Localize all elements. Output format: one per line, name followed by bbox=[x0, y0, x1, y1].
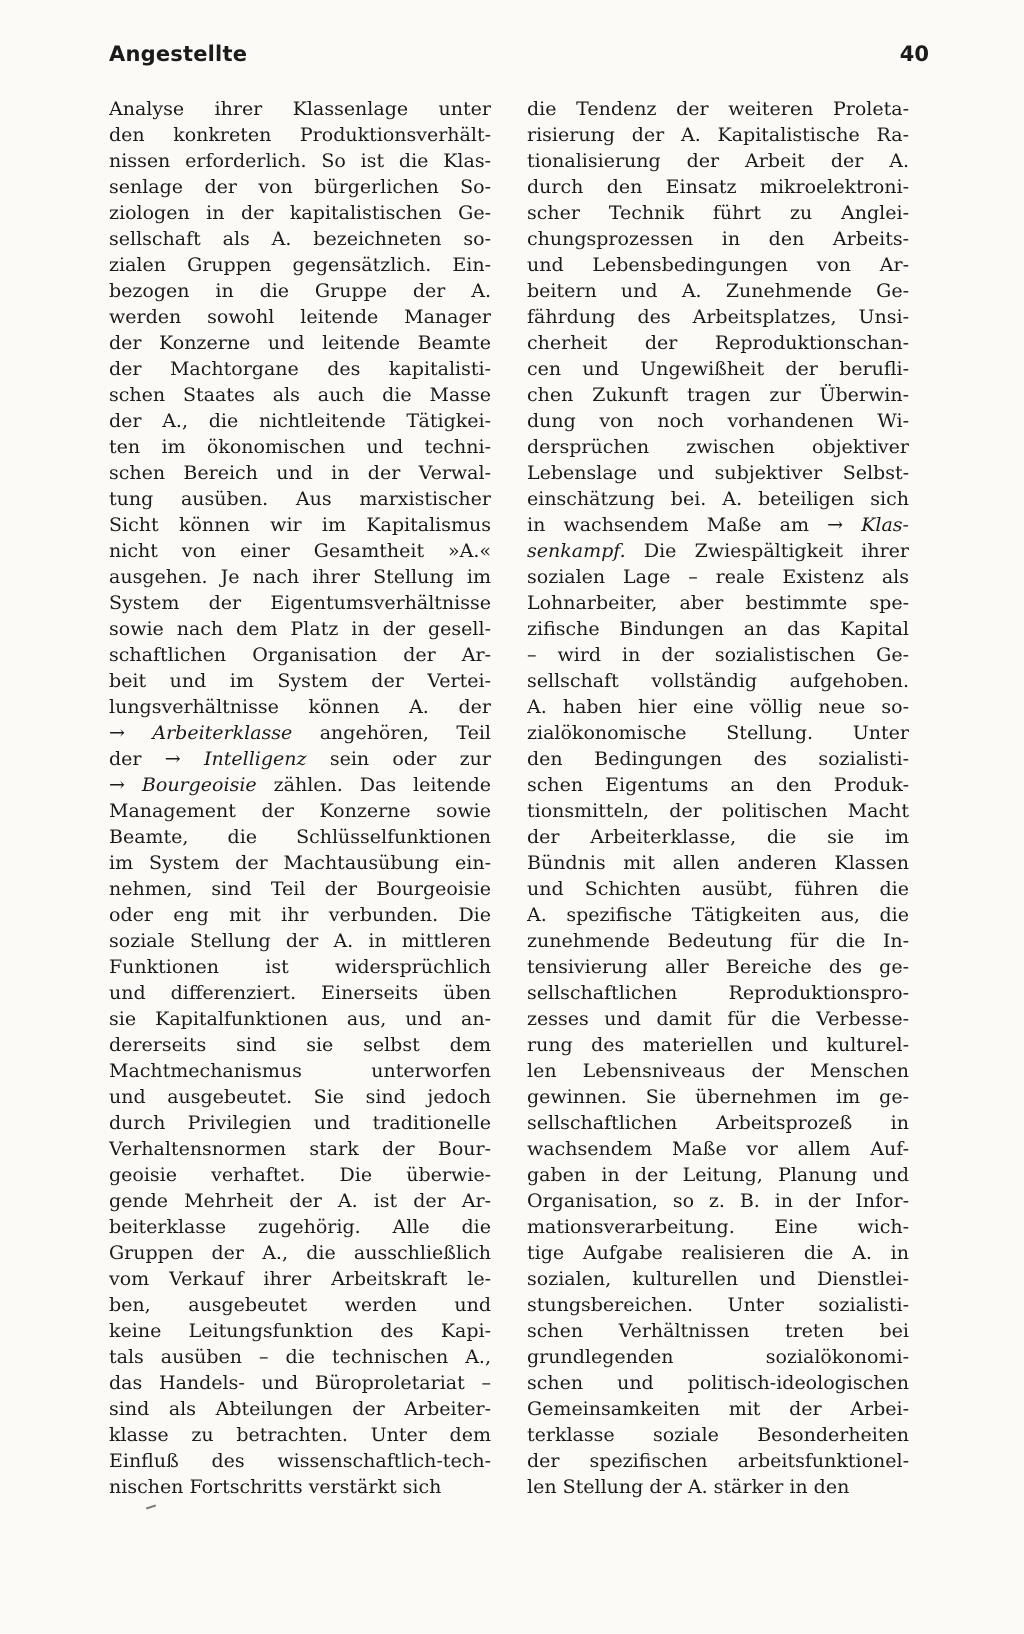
text-line: Machtmechanismus unterworfen bbox=[109, 1060, 491, 1082]
arrow-icon: → bbox=[109, 774, 125, 796]
text-line: der A., die nichtleitende Tätigkei- bbox=[109, 410, 491, 432]
text-line: keine Leitungsfunktion des Kapi- bbox=[109, 1320, 491, 1342]
text-line: Funktionen ist widersprüchlich bbox=[109, 956, 491, 978]
text-line: schen Staates als auch die Masse bbox=[109, 384, 491, 406]
cross-reference-context: Die Zwiespältigkeit ihrer bbox=[643, 540, 909, 562]
text-line: dererseits sind sie selbst dem bbox=[109, 1034, 491, 1056]
text-line: den Bedingungen des sozialisti- bbox=[527, 748, 909, 770]
left-column bbox=[109, 96, 491, 1500]
scan-mark bbox=[146, 1505, 156, 1510]
text-line: vom Verkauf ihrer Arbeitskraft le- bbox=[109, 1268, 491, 1290]
text-line: zialen Gruppen gegensätzlich. Ein- bbox=[109, 254, 491, 276]
cross-reference-context: sein oder zur bbox=[329, 748, 491, 770]
cross-reference-arbeiterklasse[interactable]: Arbeiterklasse bbox=[152, 722, 293, 744]
text-line: dung von noch vorhandenen Wi- bbox=[527, 410, 909, 432]
text-line: grundlegenden sozialökonomi- bbox=[527, 1346, 909, 1368]
cross-reference-context: angehören, Teil bbox=[319, 722, 491, 744]
cross-reference-intelligenz[interactable]: Intelligenz bbox=[204, 748, 307, 770]
text-line: Einfluß des wissenschaftlich-tech- bbox=[109, 1450, 491, 1472]
text-line: nehmen, sind Teil der Bourgeoisie bbox=[109, 878, 491, 900]
cross-reference-klassenkampf[interactable]: Klas- bbox=[861, 514, 909, 536]
text-line: durch den Einsatz mikroelektroni- bbox=[527, 176, 909, 198]
cross-reference-line bbox=[527, 512, 909, 538]
cross-reference-line bbox=[109, 720, 491, 746]
text-line: – wird in der sozialistischen Ge- bbox=[527, 644, 909, 666]
arrow-icon: → bbox=[109, 722, 125, 744]
right-column bbox=[527, 96, 909, 1500]
cross-reference-prefix: in wachsendem Maße am bbox=[527, 514, 809, 536]
text-line: chungsprozessen in den Arbeits- bbox=[527, 228, 909, 250]
text-line: durch Privilegien und traditionelle bbox=[109, 1112, 491, 1134]
text-line: len Lebensniveaus der Menschen bbox=[527, 1060, 909, 1082]
text-line: Beamte, die Schlüsselfunktionen bbox=[109, 826, 491, 848]
text-line: sozialen Lage – reale Existenz als bbox=[527, 566, 909, 588]
text-line: rung des materiellen und kulturel- bbox=[527, 1034, 909, 1056]
text-line: stungsbereichen. Unter sozialisti- bbox=[527, 1294, 909, 1316]
right-column-text-start bbox=[527, 96, 909, 512]
text-line: beiterklasse zugehörig. Alle die bbox=[109, 1216, 491, 1238]
text-line: sellschaftlichen Reproduktionspro- bbox=[527, 982, 909, 1004]
text-line: gewinnen. Sie übernehmen im ge- bbox=[527, 1086, 909, 1108]
text-line: der spezifischen arbeitsfunktionel- bbox=[527, 1450, 909, 1472]
text-line: ben, ausgebeutet werden und bbox=[109, 1294, 491, 1316]
text-line: Bündnis mit allen anderen Klassen bbox=[527, 852, 909, 874]
text-line: beit und im System der Vertei- bbox=[109, 670, 491, 692]
text-line: nissen erforderlich. So ist die Klas- bbox=[109, 150, 491, 172]
text-line: sowie nach dem Platz in der gesell- bbox=[109, 618, 491, 640]
text-line: schen Bereich und in der Verwal- bbox=[109, 462, 491, 484]
text-line: klasse zu betrachten. Unter dem bbox=[109, 1424, 491, 1446]
cross-reference-line bbox=[109, 772, 491, 798]
text-line: A. haben hier eine völlig neue so- bbox=[527, 696, 909, 718]
text-line: Gemeinsamkeiten mit der Arbei- bbox=[527, 1398, 909, 1420]
text-line: den konkreten Produktionsverhält- bbox=[109, 124, 491, 146]
text-line: lungsverhältnisse können A. der bbox=[109, 696, 491, 718]
right-column-text-end bbox=[527, 564, 909, 1500]
text-line: bezogen in die Gruppe der A. bbox=[109, 280, 491, 302]
cross-reference-prefix: der bbox=[109, 748, 142, 770]
text-line: gende Mehrheit der A. ist der Ar- bbox=[109, 1190, 491, 1212]
text-line: schaftlichen Organisation der Ar- bbox=[109, 644, 491, 666]
text-line: A. spezifische Tätigkeiten aus, die bbox=[527, 904, 909, 926]
text-line: ten im ökonomischen und techni- bbox=[109, 436, 491, 458]
text-line: zifische Bindungen an das Kapital bbox=[527, 618, 909, 640]
text-line: fährdung des Arbeitsplatzes, Unsi- bbox=[527, 306, 909, 328]
text-line: tensivierung aller Bereiche des ge- bbox=[527, 956, 909, 978]
text-line: ausgehen. Je nach ihrer Stellung im bbox=[109, 566, 491, 588]
text-line: tige Aufgabe realisieren die A. in bbox=[527, 1242, 909, 1264]
text-line: Lohnarbeiter, aber bestimmte spe- bbox=[527, 592, 909, 614]
text-line: Analyse ihrer Klassenlage unter bbox=[109, 98, 491, 120]
text-line: chen Zukunft tragen zur Überwin- bbox=[527, 384, 909, 406]
text-line: sellschaftlichen Arbeitsprozeß in bbox=[527, 1112, 909, 1134]
text-line: das Handels- und Büroproletariat – bbox=[109, 1372, 491, 1394]
text-line: Organisation, so z. B. in der Infor- bbox=[527, 1190, 909, 1212]
text-line: Management der Konzerne sowie bbox=[109, 800, 491, 822]
page-number: 40 bbox=[899, 42, 929, 66]
cross-reference-context: zählen. Das leitende bbox=[273, 774, 491, 796]
text-line: nicht von einer Gesamtheit »A.« bbox=[109, 540, 491, 562]
text-line: sellschaft vollständig aufgehoben. bbox=[527, 670, 909, 692]
text-line: sozialen, kulturellen und Dienstlei- bbox=[527, 1268, 909, 1290]
arrow-icon: → bbox=[827, 514, 844, 536]
text-line: der Konzerne und leitende Beamte bbox=[109, 332, 491, 354]
text-line: Gruppen der A., die ausschließlich bbox=[109, 1242, 491, 1264]
text-line: und Lebensbedingungen von Ar- bbox=[527, 254, 909, 276]
text-line: beitern und A. Zunehmende Ge- bbox=[527, 280, 909, 302]
text-line: Verhaltensnormen stark der Bour- bbox=[109, 1138, 491, 1160]
text-line: sellschaft als A. bezeichneten so- bbox=[109, 228, 491, 250]
text-line: zunehmende Bedeutung für die In- bbox=[527, 930, 909, 952]
text-line: und differenziert. Einerseits üben bbox=[109, 982, 491, 1004]
text-line: Lebenslage und subjektiver Selbst- bbox=[527, 462, 909, 484]
text-line: cen und Ungewißheit der berufli- bbox=[527, 358, 909, 380]
left-column-text-start bbox=[109, 96, 491, 720]
text-line: wachsendem Maße vor allem Auf- bbox=[527, 1138, 909, 1160]
text-line: schen Verhältnissen treten bei bbox=[527, 1320, 909, 1342]
text-line: tung ausüben. Aus marxistischer bbox=[109, 488, 491, 510]
text-line: zialökonomische Stellung. Unter bbox=[527, 722, 909, 744]
text-line: mationsverarbeitung. Eine wich- bbox=[527, 1216, 909, 1238]
text-line: oder eng mit ihr verbunden. Die bbox=[109, 904, 491, 926]
text-line: einschätzung bei. A. beteiligen sich bbox=[527, 488, 909, 510]
text-line: scher Technik führt zu Anglei- bbox=[527, 202, 909, 224]
text-line: tionalisierung der Arbeit der A. bbox=[527, 150, 909, 172]
cross-reference-klassenkampf-continued[interactable]: senkampf. bbox=[527, 540, 626, 562]
text-line: der Arbeiterklasse, die sie im bbox=[527, 826, 909, 848]
text-line: geoisie verhaftet. Die überwie- bbox=[109, 1164, 491, 1186]
text-line: senlage der von bürgerlichen So- bbox=[109, 176, 491, 198]
text-line: soziale Stellung der A. in mittleren bbox=[109, 930, 491, 952]
text-line: len Stellung der A. stärker in den bbox=[527, 1476, 850, 1498]
text-line: dersprüchen zwischen objektiver bbox=[527, 436, 909, 458]
text-line: und Schichten ausübt, führen die bbox=[527, 878, 909, 900]
text-line: schen und politisch-ideologischen bbox=[527, 1372, 909, 1394]
text-line: Sicht können wir im Kapitalismus bbox=[109, 514, 491, 536]
text-line: risierung der A. Kapitalistische Ra- bbox=[527, 124, 909, 146]
cross-reference-bourgeoisie[interactable]: Bourgeoisie bbox=[141, 774, 257, 796]
text-line: sie Kapitalfunktionen aus, und an- bbox=[109, 1008, 491, 1030]
cross-reference-line bbox=[109, 746, 491, 772]
cross-reference-line bbox=[527, 538, 909, 564]
text-line: und ausgebeutet. Sie sind jedoch bbox=[109, 1086, 491, 1108]
text-line: System der Eigentumsverhältnisse bbox=[109, 592, 491, 614]
page-title: Angestellte bbox=[109, 42, 248, 66]
text-line: zesses und damit für die Verbesse- bbox=[527, 1008, 909, 1030]
text-line: sind als Abteilungen der Arbeiter- bbox=[109, 1398, 491, 1420]
arrow-icon: → bbox=[164, 748, 181, 770]
text-line: nischen Fortschritts verstärkt sich bbox=[109, 1476, 442, 1498]
text-line: tionsmitteln, der politischen Macht bbox=[527, 800, 909, 822]
text-line: cherheit der Reproduktionschan- bbox=[527, 332, 909, 354]
page-header bbox=[109, 42, 929, 82]
left-column-text-end bbox=[109, 798, 491, 1500]
text-line: tals ausüben – die technischen A., bbox=[109, 1346, 491, 1368]
text-line: im System der Machtausübung ein- bbox=[109, 852, 491, 874]
text-line: schen Eigentums an den Produk- bbox=[527, 774, 909, 796]
text-line: die Tendenz der weiteren Proleta- bbox=[527, 98, 909, 120]
text-line: gaben in der Leitung, Planung und bbox=[527, 1164, 909, 1186]
text-line: ziologen in der kapitalistischen Ge- bbox=[109, 202, 491, 224]
text-line: terklasse soziale Besonderheiten bbox=[527, 1424, 909, 1446]
text-line: der Machtorgane des kapitalisti- bbox=[109, 358, 491, 380]
text-line: werden sowohl leitende Manager bbox=[109, 306, 491, 328]
